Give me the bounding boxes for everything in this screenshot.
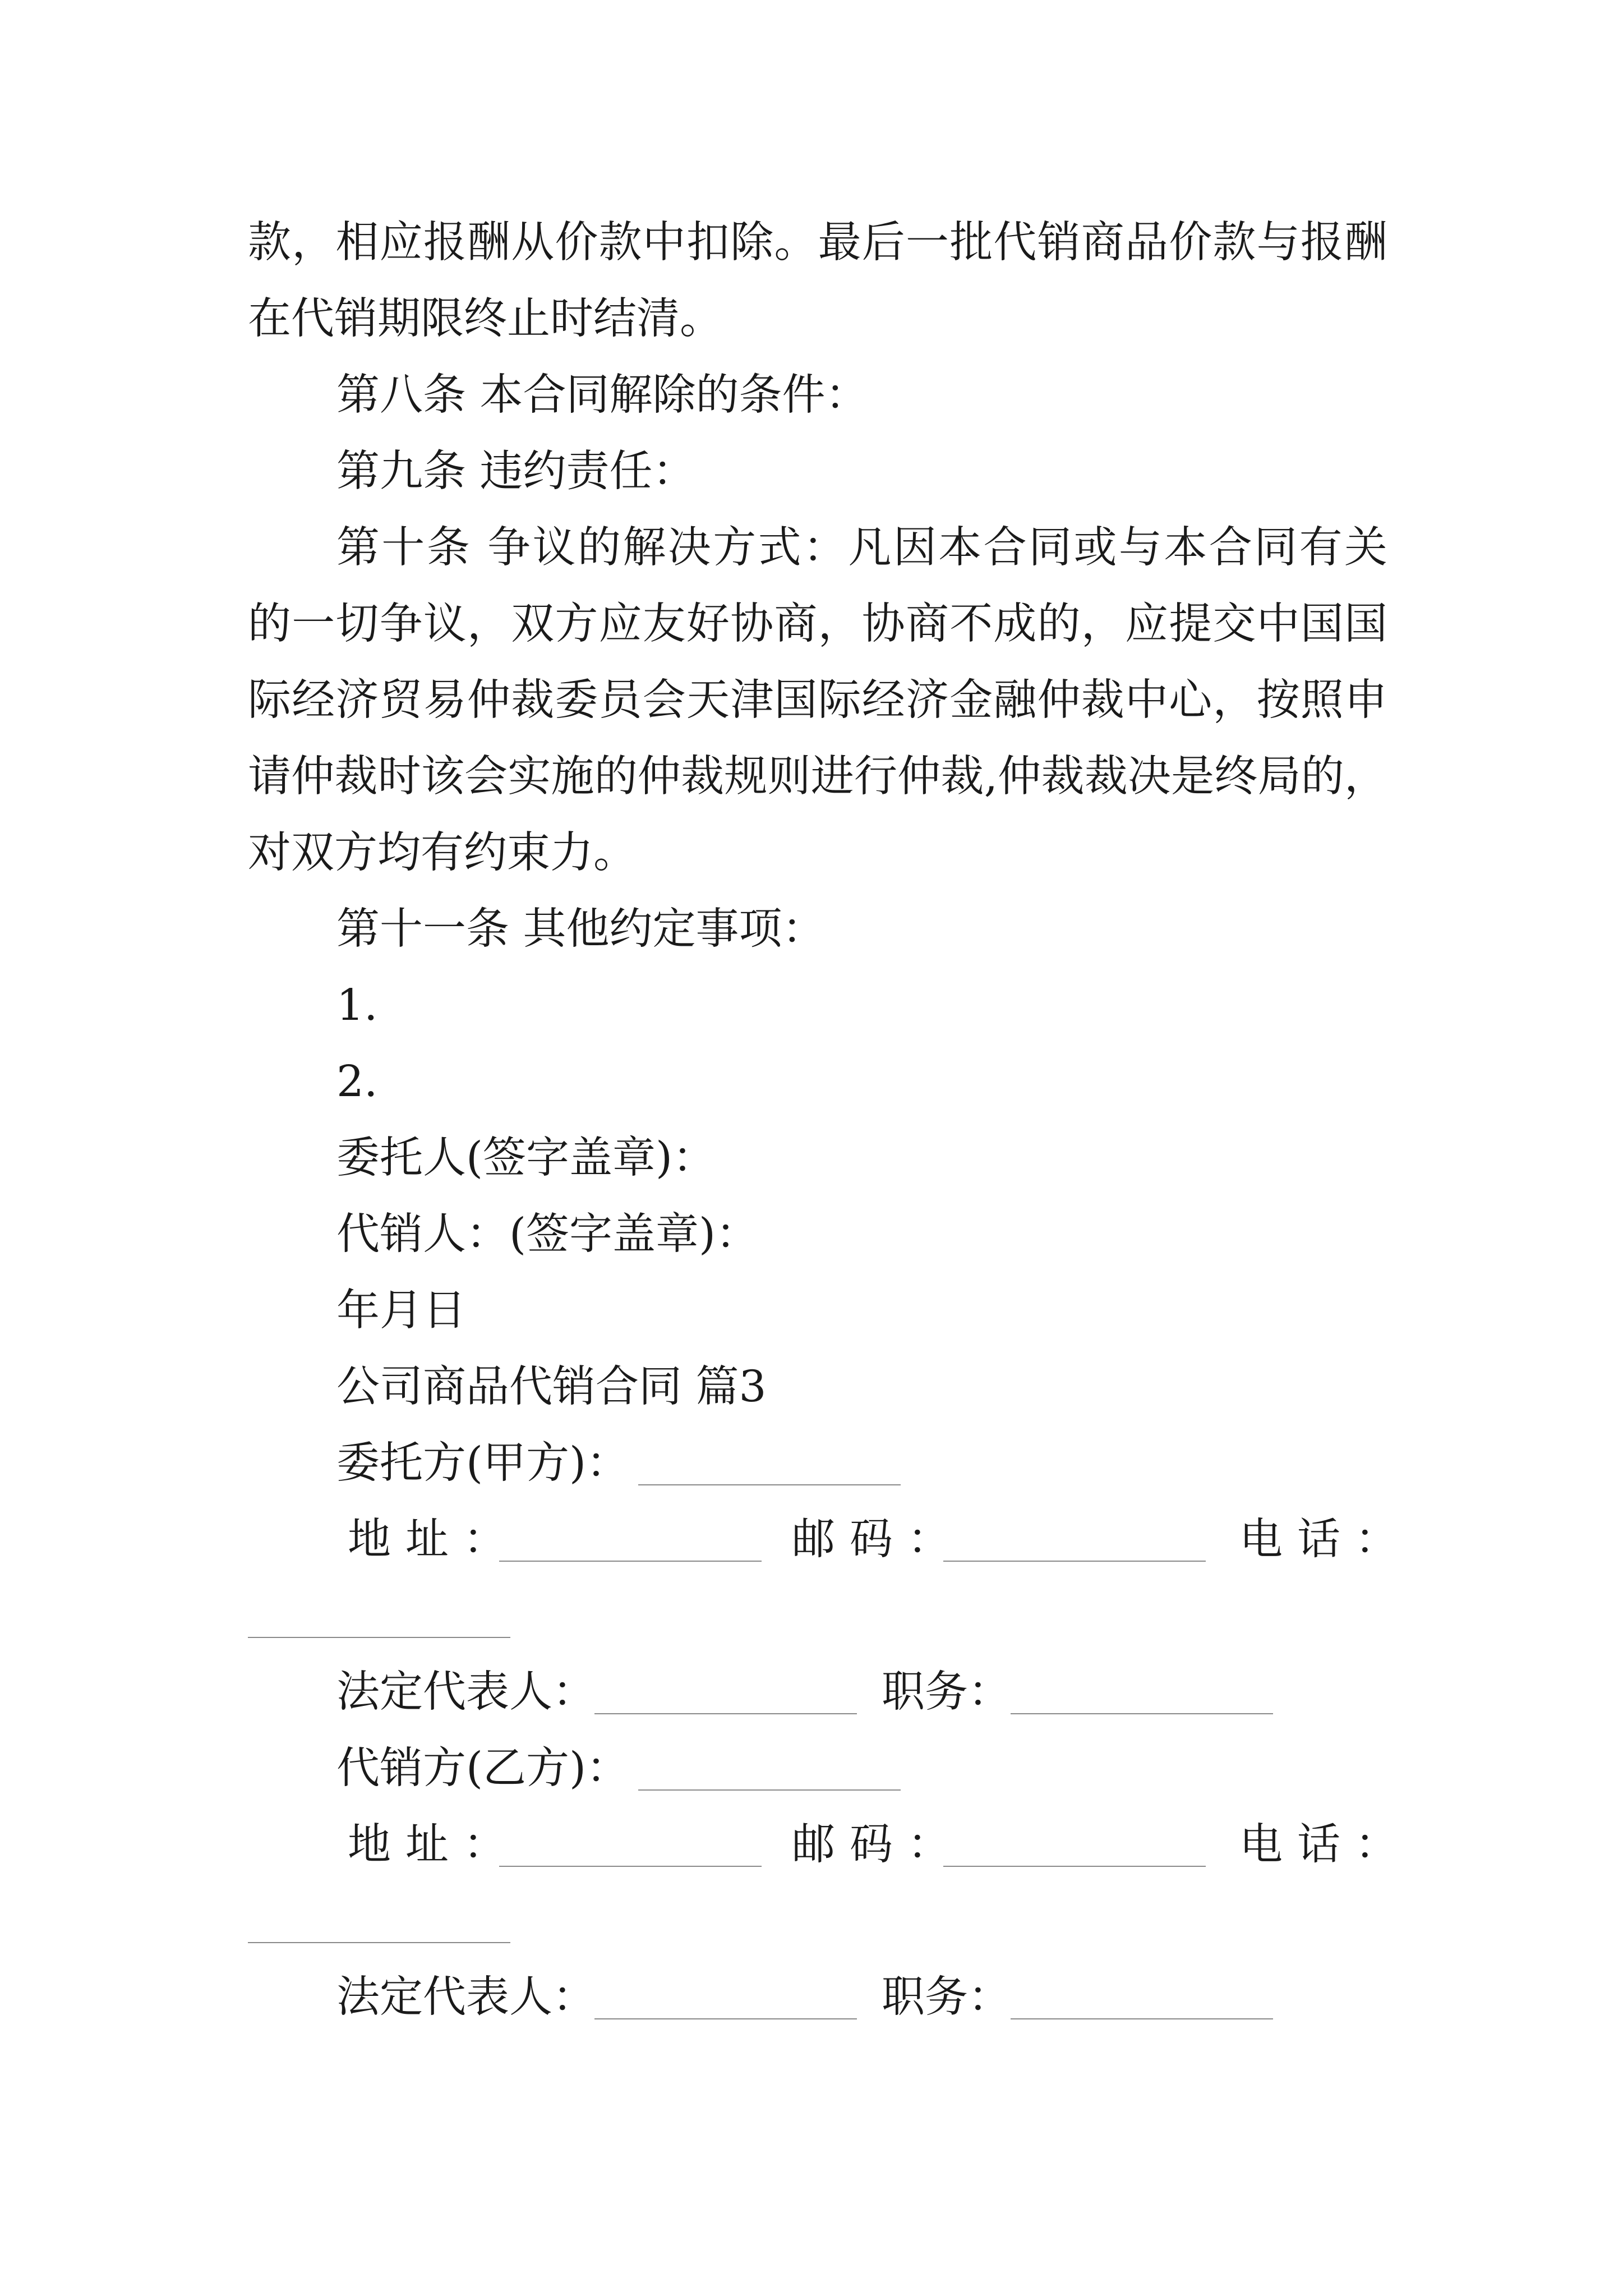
party-a-address-blank (499, 1561, 762, 1562)
article-11-heading: 第十一条 其他约定事项： (336, 904, 826, 954)
party-b-position-label: 职务： (882, 1972, 1011, 2022)
section-title: 公司商品代销合同 篇3 (336, 1362, 767, 1412)
article-8-heading: 第八条 本合同解除的条件： (336, 370, 869, 420)
party-a-name-blank (638, 1484, 901, 1485)
principal-signature-label: 委托人(签字盖章)： (336, 1133, 716, 1183)
party-a-representative-blank (594, 1713, 857, 1714)
article-9-heading: 第九条 违约责任： (336, 447, 696, 496)
party-b-representative-label: 法定代表人： (336, 1972, 596, 2022)
party-b-phone-blank (248, 1942, 510, 1943)
party-a-postcode-blank (943, 1561, 1206, 1562)
party-a-phone-label: 电话： (1239, 1515, 1413, 1565)
article-10-line-5: 对双方均有约束力。 (248, 828, 637, 878)
party-a-phone-blank (248, 1637, 510, 1638)
party-a-label: 委托方(甲方)： (336, 1438, 630, 1488)
party-b-representative-blank (594, 2018, 857, 2019)
party-a-address-label: 地址： (348, 1515, 521, 1565)
party-a-position-blank (1011, 1713, 1273, 1714)
party-b-position-blank (1011, 2018, 1273, 2019)
party-b-address-label: 地址： (348, 1820, 521, 1870)
agent-signature-label: 代销人：(签字盖章)： (336, 1209, 759, 1259)
list-item-2: 2. (336, 1057, 378, 1107)
article-10-line-1: 第十条 争议的解决方式：凡因本合同或与本合同有关 (336, 523, 1387, 573)
party-b-name-blank (638, 1789, 901, 1791)
party-b-phone-label: 电话： (1239, 1820, 1413, 1870)
party-a-position-label: 职务： (882, 1667, 1011, 1717)
date-label: 年月日 (336, 1286, 466, 1336)
party-b-postcode-label: 邮码： (792, 1820, 965, 1870)
party-a-representative-label: 法定代表人： (336, 1667, 596, 1717)
party-b-label: 代销方(乙方)： (336, 1743, 630, 1793)
list-item-1: 1. (336, 981, 378, 1030)
party-a-postcode-label: 邮码： (792, 1515, 965, 1565)
clause-7-continuation-line-1: 款，相应报酬从价款中扣除。最后一批代销商品价款与报酬 (248, 218, 1387, 268)
article-10-line-4: 请仲裁时该会实施的仲裁规则进行仲裁,仲裁裁决是终局的， (248, 752, 1387, 802)
article-10-line-3: 际经济贸易仲裁委员会天津国际经济金融仲裁中心，按照申 (248, 675, 1387, 725)
article-10-line-2: 的一切争议，双方应友好协商，协商不成的，应提交中国国 (248, 599, 1387, 649)
party-b-postcode-blank (943, 1866, 1206, 1867)
clause-7-continuation-line-2: 在代销期限终止时结清。 (248, 294, 723, 344)
party-b-address-blank (499, 1866, 762, 1867)
